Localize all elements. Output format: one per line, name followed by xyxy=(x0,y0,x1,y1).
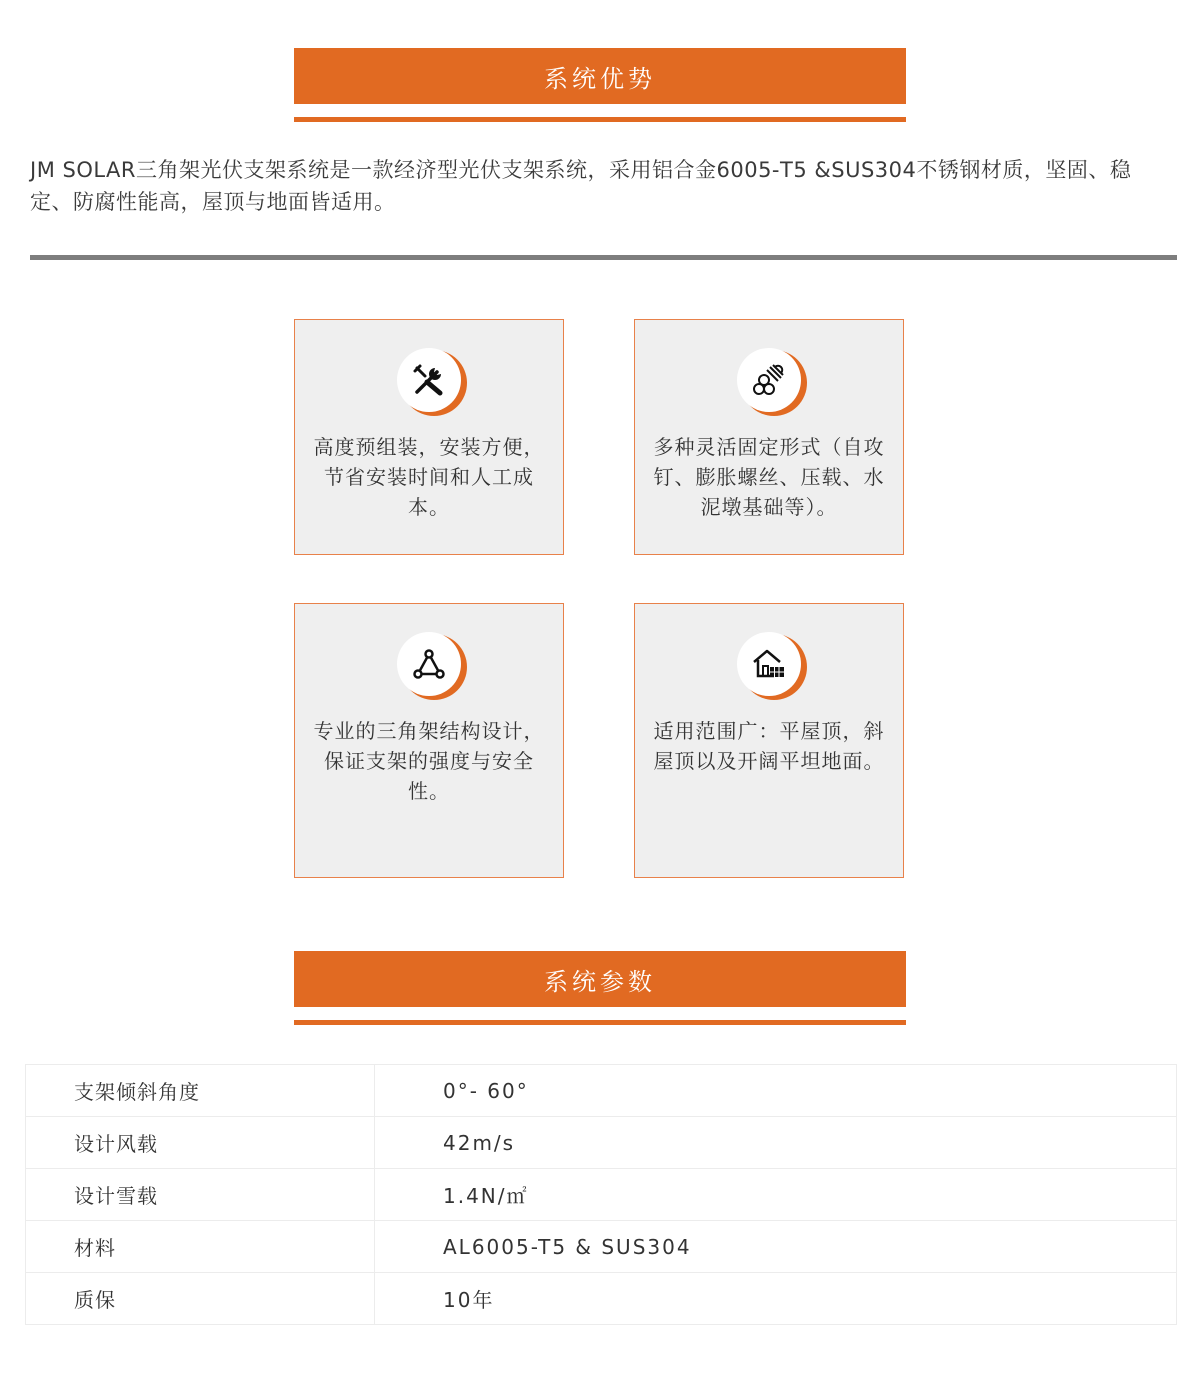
parameters-underline xyxy=(294,1020,906,1025)
advantages-title: 系统优势 xyxy=(294,48,906,104)
param-value: AL6005-T5 & SUS304 xyxy=(375,1221,1177,1273)
icon-badge xyxy=(737,348,803,414)
param-label: 设计风载 xyxy=(26,1117,375,1169)
card-text: 多种灵活固定形式（自攻钉、膨胀螺丝、压载、水泥墩基础等）。 xyxy=(653,435,885,519)
param-value: 10年 xyxy=(375,1273,1177,1325)
param-value: 0°- 60° xyxy=(443,1078,529,1103)
advantage-card-fixing xyxy=(634,319,904,555)
card-text: 专业的三角架结构设计，保证支架的强度与安全性。 xyxy=(313,719,545,803)
advantages-banner xyxy=(294,48,906,122)
parameters-title: 系统参数 xyxy=(294,951,906,1007)
advantage-card-preassembly xyxy=(294,319,564,555)
intro-paragraph: JM SOLAR三角架光伏支架系统是一款经济型光伏支架系统，采用铝合金6005-T5 &SUS304不锈钢材质，坚固、稳定、防腐性能高，屋顶与地面皆适用。 xyxy=(30,158,1132,214)
param-label: 支架倾斜角度 xyxy=(26,1065,375,1117)
icon-badge xyxy=(737,632,803,698)
param-label: 设计雪载 xyxy=(26,1169,375,1221)
advantages-underline xyxy=(294,117,906,122)
table-row xyxy=(26,1117,1177,1169)
table-row xyxy=(26,1221,1177,1273)
triangle-structure-icon xyxy=(411,646,447,682)
table-row xyxy=(26,1273,1177,1325)
parameters-banner xyxy=(294,951,906,1025)
parameters-table xyxy=(25,1064,1177,1325)
table-row xyxy=(26,1065,1177,1117)
card-text: 适用范围广：平屋顶，斜屋顶以及开阔平坦地面。 xyxy=(653,719,885,773)
icon-badge xyxy=(397,632,463,698)
house-solar-icon xyxy=(750,645,788,683)
param-label: 质保 xyxy=(26,1273,375,1325)
param-value: 42m/s xyxy=(375,1117,1177,1169)
card-text: 高度预组装，安装方便，节省安装时间和人工成本。 xyxy=(313,435,545,519)
advantage-card-applicability xyxy=(634,603,904,878)
fasteners-icon xyxy=(750,361,788,399)
tools-icon xyxy=(411,362,447,398)
param-value: 1.4N/㎡ xyxy=(375,1169,1177,1221)
icon-badge xyxy=(397,348,463,414)
table-row xyxy=(26,1169,1177,1221)
param-label: 材料 xyxy=(26,1221,375,1273)
section-divider xyxy=(30,255,1177,260)
advantage-card-triangle xyxy=(294,603,564,878)
